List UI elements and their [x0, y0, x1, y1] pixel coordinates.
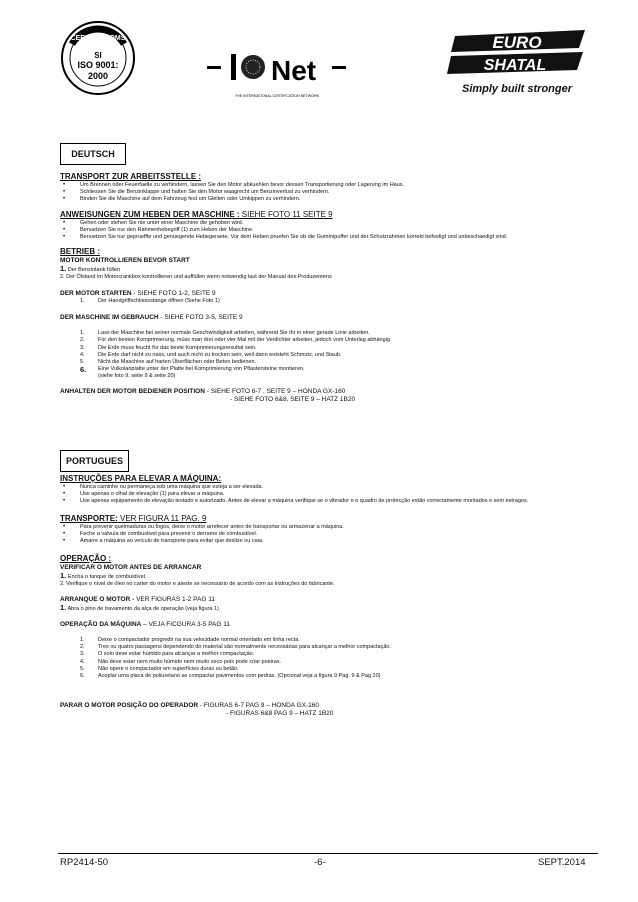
parar-heading: PARAR O MOTOR POSIÇÃO DO OPERADOR - FIGURAS 6-7 PAG 9 – HONDA GX-160 [60, 702, 319, 710]
start-list [60, 298, 600, 305]
list-item: • Gehen oder stehen Sie nie unter einer Maschine die gehoben wird. [60, 220, 600, 227]
list-item: 4. Die Erde darf nicht zu nass, und auch nicht zu trocken sein, weil dann entsteht Schmutz, und Staub. [80, 351, 342, 358]
transport-heading: TRANSPORT ZUR ARBEITSSTELLE : [60, 172, 202, 181]
heben-list [60, 220, 600, 241]
svg-text:CERTIFIED QMS: CERTIFIED QMS [70, 35, 126, 42]
elevar-list [60, 484, 600, 505]
operacao-heading: OPERAÇÃO : [60, 554, 112, 563]
svg-text:THE INTERNATIONAL CERTIFICATIO: THE INTERNATIONAL CERTIFICATION NETWORK [234, 94, 320, 98]
list-item: • Benuetzen Sie nur geprueffte und genuegende Hebegeraete. Vor dem Heben pruefen Sie ob die Gummipuffer und der Schutzrahmen korrekt befestigt und unbeschaedigt sind. [60, 234, 600, 241]
heben-heading: ANWEISUNGEN ZUM HEBEN DER MASCHINE : SIEHE FOTO 11 SEITE 9 [60, 210, 333, 219]
list-item: • Para prevenir queimaduras ou fogos, deixe o motor arrefecer antes de transportar ou armazenar a máquina. [60, 524, 600, 531]
verificar-1: 1. Encha o tanque de combustível. [60, 571, 147, 580]
svg-text:EURO: EURO [492, 33, 542, 52]
stop-note-2: - SIEHE FOTO 6&8, SEITE 9 – HATZ 1B20 [230, 395, 356, 403]
transport-list [60, 182, 600, 203]
list-item: • Use apenas o olhal de elevação (1) para elevar a máquina. [60, 491, 600, 498]
arranque-heading: ARRANQUE O MOTOR - VER FIGURAS 1-2 PAG 11 [60, 596, 215, 603]
verificar-heading: VERIFICAR O MOTOR ANTES DE ARRANCAR [60, 564, 202, 571]
footer-date: SEPT.2014 [538, 857, 586, 868]
list-item: • Feche a valvula de combustivel para prevenir o derrame de combustível. [60, 531, 600, 538]
list-item: 1. Deixe o compactador progredir na sua velocidade normal orientado em linha recta. [80, 637, 300, 643]
list-item: 6. Eine Vulkolanplatte unter der Platte bei Komprimierung von Pflastersteine montieren. [80, 365, 305, 375]
svg-text:SHATAL: SHATAL [483, 57, 547, 74]
list-item: (siehe foto 9, seite 9 & seite 20) [98, 373, 176, 380]
footer-doc-code: RP2414-50 [60, 857, 109, 868]
deutsch-section [60, 172, 600, 404]
section-label-deutsch: DEUTSCH [60, 143, 126, 165]
list-item: 3. O solo deve estar húmido para alcançar a melhor compactação. [80, 651, 255, 658]
operacao-maquina-heading: OPERAÇÃO DA MÁQUINA – VEJA FICGURA 3-5 PAG 11 [60, 621, 231, 628]
list-item: • Binden Sie die Maschine auf dem Fahrzeug fest um Gleiten oder Umkippen zu verhindern. [60, 196, 600, 203]
svg-text:Net: Net [271, 55, 317, 86]
list-item: 5. Não opere o compactador em superfícies duras ou betão. [80, 665, 239, 672]
stop-heading: ANHALTEN DER MOTOR BEDIENER POSITION - SIEHE FOTO 6-7 , SEITE 9 – HONDA GX-160 [60, 387, 346, 395]
elevar-heading: INSTRUÇÕES PARA ELEVAR A MÁQUINA: [60, 474, 222, 483]
start-heading: DER MOTOR STARTEN - SIEHE FOTO 1-2, SEITE 9 [60, 290, 216, 297]
euro-shatal-logo [445, 22, 590, 102]
svg-text:ISO 9001:: ISO 9001: [77, 60, 119, 70]
list-item: 3. Die Erde muss feucht für das beste Komprimierungsresultat sein. [80, 344, 257, 351]
motor-check-1: 1. Der Benzintank füllen [60, 264, 121, 273]
list-item: • Schliessen Sie die Benzinklappe und halten Sie den Motor waagrecht um Benzinverlust zu verhindern. [60, 189, 600, 196]
operacao-list [60, 637, 600, 680]
heben-note: SIEHE FOTO 11 SEITE 9 [239, 210, 333, 219]
verificar-2: 2. Verifique o nível de óleo no carter do motor e ateste se necessário de acordo com as instruções do fabricante. [60, 581, 335, 587]
betrieb-heading: BETRIEB : [60, 247, 100, 256]
use-list [60, 330, 600, 380]
motor-check-heading: MOTOR KONTROLLIEREN BEVOR START [60, 257, 190, 264]
svg-text:Simply built stronger: Simply built stronger [461, 83, 573, 95]
list-item: 5. Nicht die Maschine auf harten Überflächen oder Beton bedienen. [80, 359, 257, 366]
use-heading: DER MASCHINE IM GEBRAUCH - SIEHE FOTO 3-5, SEITE 9 [60, 314, 243, 322]
footer-page-number: -6- [314, 857, 326, 868]
list-item: 6. Acoplar uma placa de poliuretano se compactar pavimentos com pedras. (Opcional veja a figura 9 Pag. 9 & Pag 20) [80, 673, 381, 680]
arranque-1: 1. Abra o pino de travamento da alça de operação (veja figura 1) [60, 603, 219, 612]
list-item: 2. Tres ou quatro passagens dependendo do material são normalmente necessárias para alcançar a melhor compactação. [80, 644, 391, 651]
footer-divider [58, 853, 598, 854]
transporte-list [60, 524, 600, 545]
svg-text:SI: SI [94, 51, 102, 60]
list-item: 1. Der Handgriffschliessstange öffnen (Siehe Foto 1) [80, 298, 220, 304]
iqnet-logo [205, 48, 350, 108]
list-item: • Amarre a máquina ao veículo de transporte para evitar que deslize ou caia. [60, 538, 600, 545]
list-item: 1. Lass der Maschine bei seiner normale Geschwindigkeit arbeiten, während Sie Ihr in einer gerade Linie arbeiten. [80, 330, 370, 337]
parar-note-2: - FIGURAS 6&8 PAG 9 – HATZ 1B20 [226, 710, 334, 718]
list-item: 4. Não deve estar nem muito húmido nem muito seco pois pode criar poeiras. [80, 658, 282, 665]
list-item: • Use apenas equipamento de elevação testado e autorizado. Antes de elevar a máquina verifique se o vibrador e o quadro de protecção estão correctamente montados e sem estragos. [60, 498, 600, 505]
svg-text:2000: 2000 [87, 71, 109, 81]
section-label-portugues: PORTUGUES [60, 450, 129, 472]
list-item: • Um Brennen oder Feuerfaelle zu verhindern, lassen Sie den Motor abkuehlen bevor dessen Transportierung oder Lagerung im Haus. [60, 182, 600, 189]
portugues-section [60, 474, 600, 718]
list-item: 2. Für den besten Komprimierung, müss man drei oder vier Mal mit der Verdichter arbeiten, jedoch vom Unterlag abhängig. [80, 337, 392, 344]
motor-check-2: 2. Der Ölstand im Motorcrankbox kontrollieren und auffüllen wenn notwendig laut der Manual des Produzentens [60, 274, 332, 280]
iso-certification-logo [58, 18, 138, 98]
list-item: • Benuetzen Sie nur den Rahmenhebegriff (1) zum Heben der Maschine. [60, 227, 600, 234]
list-item: • Nunca caminhe ou permaneça sob uma máquina que esteja a ser elevada. [60, 484, 600, 491]
transporte-heading: TRANSPORTE: VER FIGURA 11 PAG. 9 [60, 514, 207, 523]
